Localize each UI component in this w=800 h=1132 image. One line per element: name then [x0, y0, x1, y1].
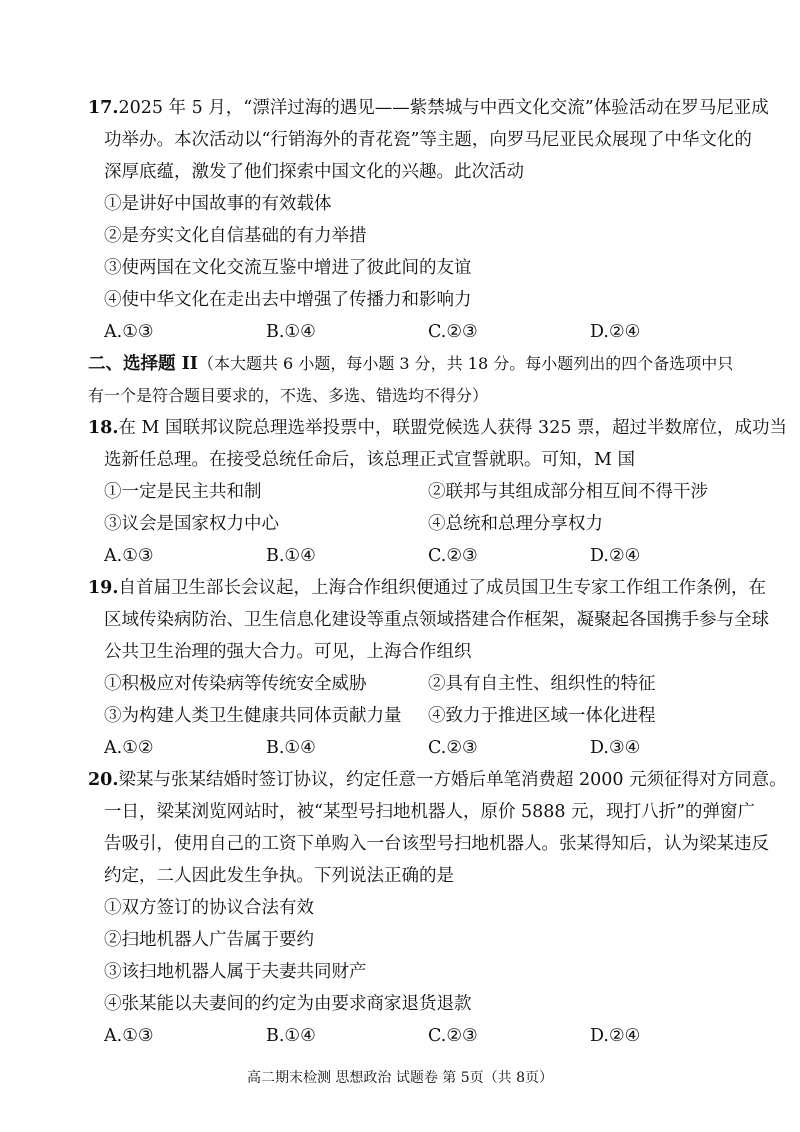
q20-item-4: ④张某能以夫妻间的约定为由要求商家退货退款 — [104, 994, 472, 1014]
q19-option-c[interactable]: C.②③ — [428, 738, 478, 758]
q18-item-1: ①一定是民主共和制 — [104, 482, 262, 502]
q18-line-1: 18.在 M 国联邦议院总理选举投票中，联盟党候选人获得 325 票，超过半数席位，成功当 — [88, 418, 788, 438]
q19-number: 19. — [88, 578, 119, 598]
q17-options — [104, 321, 664, 343]
q20-options — [104, 1025, 664, 1047]
q18-item-3: ③议会是国家权力中心 — [104, 514, 279, 534]
q17-line-3: 深厚底蕴，激发了他们探索中国文化的兴趣。此次活动 — [104, 162, 524, 182]
q17-option-c[interactable]: C.②③ — [428, 322, 478, 342]
q19-item-3: ③为构建人类卫生健康共同体贡献力量 — [104, 706, 402, 726]
q19-option-a[interactable]: A.①② — [104, 738, 154, 758]
q20-option-b[interactable]: B.①④ — [266, 1026, 316, 1046]
q20-line-3: 告吸引，使用自己的工资下单购入一台该型号扫地机器人。张某得知后，认为梁某违反 — [104, 834, 769, 854]
q18-option-a[interactable]: A.①③ — [104, 546, 154, 566]
q18-item-4: ④总统和总理分享权力 — [428, 514, 603, 534]
q19-item-4: ④致力于推进区域一体化进程 — [428, 706, 656, 726]
q18-line-2: 选新任总理。在接受总统任命后，该总理正式宣誓就职。可知，M 国 — [104, 450, 635, 470]
q20-number: 20. — [88, 770, 119, 790]
q17-option-d[interactable]: D.②④ — [590, 322, 641, 342]
q17-option-a[interactable]: A.①③ — [104, 322, 154, 342]
q19-line-2: 区域传染病防治、卫生信息化建设等重点领域搭建合作框架，凝聚起各国携手参与全球 — [104, 610, 769, 630]
q18-option-b[interactable]: B.①④ — [266, 546, 316, 566]
q20-item-1: ①双方签订的协议合法有效 — [104, 898, 314, 918]
q20-option-d[interactable]: D.②④ — [590, 1026, 641, 1046]
q19-item-1: ①积极应对传染病等传统安全威胁 — [104, 674, 367, 694]
q20-line-1: 20.梁某与张某结婚时签订协议，约定任意一方婚后单笔消费超 2000 元须征得对方同意。 — [88, 770, 787, 790]
q18-items-row-1 — [104, 481, 708, 503]
q20-line-2: 一日，梁某浏览网站时，被“某型号扫地机器人，原价 5888 元，现打八折”的弹窗广 — [104, 802, 756, 822]
q17-number: 17. — [88, 98, 119, 118]
q17-option-b[interactable]: B.①④ — [266, 322, 316, 342]
section-2-note: 有一个是符合题目要求的，不选、多选、错选均不得分） — [88, 386, 489, 405]
q17-line-2: 功举办。本次活动以“行销海外的青花瓷”等主题，向罗马尼亚民众展现了中华文化的 — [104, 130, 752, 150]
q18-number: 18. — [88, 418, 119, 438]
q18-item-2: ②联邦与其组成部分相互间不得干涉 — [428, 482, 708, 502]
q19-line-3: 公共卫生治理的强大合力。可见，上海合作组织 — [104, 642, 472, 662]
q17-line-1: 17.2025 年 5 月，“漂洋过海的遇见——紫禁城与中西文化交流”体验活动在罗马尼亚成 — [88, 98, 769, 118]
q17-item-2: ②是夯实文化自信基础的有力举措 — [104, 226, 367, 246]
page-footer: 高二期末检测 思想政治 试题卷 第 5页（共 8页） — [246, 1070, 554, 1086]
q18-options — [104, 545, 664, 567]
q17-item-4: ④使中华文化在走出去中增强了传播力和影响力 — [104, 290, 472, 310]
q18-items-row-2 — [104, 513, 664, 535]
section-2-title: 二、选择题 II — [88, 354, 198, 374]
q18-option-c[interactable]: C.②③ — [428, 546, 478, 566]
q20-option-a[interactable]: A.①③ — [104, 1026, 154, 1046]
q19-options — [104, 737, 664, 759]
q19-items-row-2 — [104, 705, 664, 727]
q20-item-2: ②扫地机器人广告属于要约 — [104, 930, 314, 950]
q19-option-b[interactable]: B.①④ — [266, 738, 316, 758]
q18-option-d[interactable]: D.②④ — [590, 546, 641, 566]
section-2-heading: 二、选择题 II（本大题共 6 小题，每小题 3 分，共 18 分。每小题列出的四个备选项中只 — [88, 354, 734, 374]
q20-option-c[interactable]: C.②③ — [428, 1026, 478, 1046]
q19-line-1: 19.自首届卫生部长会议起，上海合作组织便通过了成员国卫生专家工作组工作条例，在 — [88, 578, 766, 598]
q19-items-row-1 — [104, 673, 664, 695]
q17-item-1: ①是讲好中国故事的有效载体 — [104, 194, 332, 214]
q19-option-d[interactable]: D.③④ — [590, 738, 641, 758]
q20-line-4: 约定，二人因此发生争执。下列说法正确的是 — [104, 866, 454, 886]
q17-item-3: ③使两国在文化交流互鉴中增进了彼此间的友谊 — [104, 258, 472, 278]
q20-item-3: ③该扫地机器人属于夫妻共同财产 — [104, 962, 367, 982]
q19-item-2: ②具有自主性、组织性的特征 — [428, 674, 656, 694]
